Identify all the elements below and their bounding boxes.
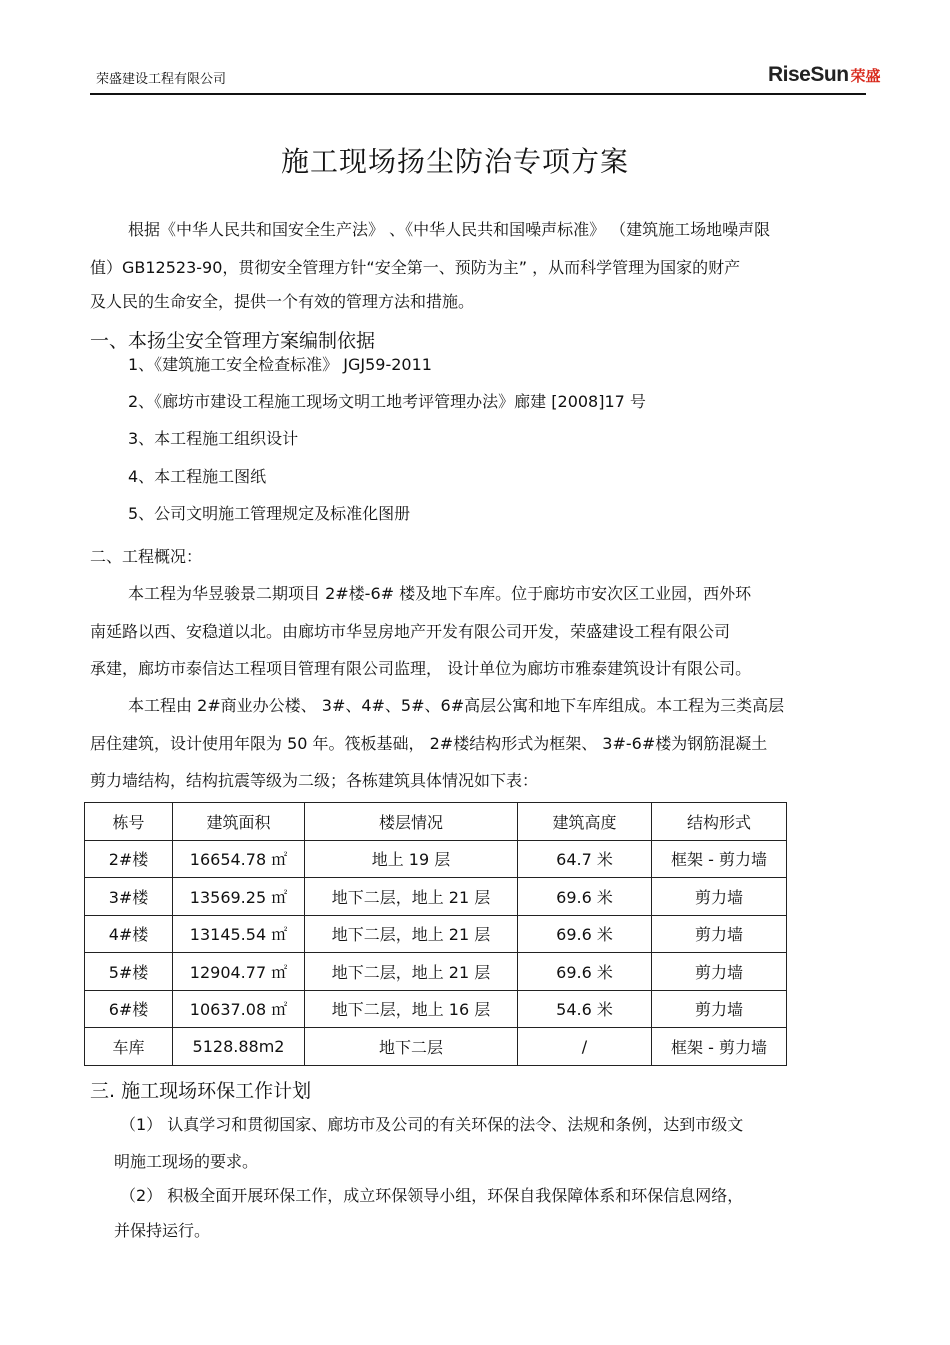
- header-building-no: 栋号: [85, 803, 173, 841]
- cell-floors: 地上 19 层: [305, 840, 518, 878]
- section3-item-line: 明施工现场的要求。: [114, 1152, 259, 1171]
- header-company-name: 荣盛建设工程有限公司: [96, 72, 227, 87]
- cell-floors: 地下二层: [305, 1028, 518, 1066]
- cell-area: 5128.88m2: [173, 1028, 305, 1066]
- intro-line-3: 及人民的生命安全，提供一个有效的管理方法和措施。: [90, 292, 475, 311]
- logo-chinese: 荣盛: [850, 66, 881, 85]
- company-logo: [768, 63, 881, 87]
- document-title: 施工现场扬尘防治专项方案: [280, 145, 629, 178]
- section1-item: 3、本工程施工组织设计: [128, 429, 299, 448]
- section2-para2-line: 剪力墙结构，结构抗震等级为二级；各栋建筑具体情况如下表：: [90, 771, 539, 790]
- table-row: [85, 915, 787, 953]
- cell-building: 车库: [85, 1028, 173, 1066]
- cell-structure: 框架 - 剪力墙: [652, 1028, 787, 1066]
- section2-para1-line: 本工程为华昱骏景二期项目 2#楼-6# 楼及地下车库。位于廊坊市安次区工业园，西外环: [128, 584, 752, 603]
- table-header-row: [85, 803, 787, 841]
- section3-heading: 三. 施工现场环保工作计划: [90, 1080, 312, 1102]
- cell-structure: 剪力墙: [652, 878, 787, 916]
- section2-para1-line: 南延路以西、安稳道以北。由廊坊市华昱房地产开发有限公司开发，荣盛建设工程有限公司: [90, 622, 731, 641]
- cell-structure: 剪力墙: [652, 953, 787, 991]
- section1-item: 2、《廊坊市建设工程施工现场文明工地考评管理办法》廊建 [2008]17 号: [128, 392, 646, 411]
- cell-floors: 地下二层，地上 21 层: [305, 915, 518, 953]
- header-floor-area: 建筑面积: [173, 803, 305, 841]
- cell-building: 3#楼: [85, 878, 173, 916]
- header-height: 建筑高度: [518, 803, 652, 841]
- table-row: [85, 1028, 787, 1066]
- cell-building: 2#楼: [85, 840, 173, 878]
- header-floors: 楼层情况: [305, 803, 518, 841]
- section1-item: 1、《建筑施工安全检查标准》 JGJ59-2011: [128, 355, 432, 374]
- cell-height: /: [518, 1028, 652, 1066]
- cell-area: 16654.78 ㎡: [173, 840, 305, 878]
- header-divider: [90, 93, 866, 95]
- section1-heading: 一、本扬尘安全管理方案编制依据: [90, 330, 376, 352]
- section2-para1-line: 承建，廊坊市泰信达工程项目管理有限公司监理， 设计单位为廊坊市雅泰建筑设计有限公司。: [90, 659, 752, 678]
- cell-height: 69.6 米: [518, 953, 652, 991]
- cell-area: 10637.08 ㎡: [173, 990, 305, 1028]
- cell-building: 4#楼: [85, 915, 173, 953]
- section3-item-line: （1） 认真学习和贯彻国家、廊坊市及公司的有关环保的法令、法规和条例，达到市级文: [120, 1115, 744, 1134]
- table-row: [85, 990, 787, 1028]
- header-structure: 结构形式: [652, 803, 787, 841]
- section3-item-line: （2） 积极全面开展环保工作，成立环保领导小组，环保自我保障体系和环保信息网络，: [120, 1186, 744, 1205]
- cell-structure: 剪力墙: [652, 990, 787, 1028]
- intro-line-1: 根据《中华人民共和国安全生产法》 、《中华人民共和国噪声标准》 （建筑施工场地噪声限: [128, 220, 771, 239]
- cell-floors: 地下二层，地上 21 层: [305, 878, 518, 916]
- intro-line-2: 值）GB12523-90，贯彻安全管理方针“安全第一、预防为主” ，从而科学管理为国家的财产: [90, 258, 741, 277]
- cell-area: 13569.25 ㎡: [173, 878, 305, 916]
- table-row: [85, 840, 787, 878]
- cell-height: 69.6 米: [518, 915, 652, 953]
- building-table: [84, 802, 787, 1066]
- logo-text: RiseSun: [768, 63, 849, 86]
- cell-floors: 地下二层，地上 16 层: [305, 990, 518, 1028]
- section1-item: 5、公司文明施工管理规定及标准化图册: [128, 504, 411, 523]
- section2-heading: 二、工程概况：: [90, 547, 203, 566]
- table-row: [85, 878, 787, 916]
- section1-item: 4、本工程施工图纸: [128, 467, 267, 486]
- cell-area: 12904.77 ㎡: [173, 953, 305, 991]
- cell-area: 13145.54 ㎡: [173, 915, 305, 953]
- cell-floors: 地下二层，地上 21 层: [305, 953, 518, 991]
- cell-structure: 框架 - 剪力墙: [652, 840, 787, 878]
- cell-building: 6#楼: [85, 990, 173, 1028]
- cell-building: 5#楼: [85, 953, 173, 991]
- section3-item-line: 并保持运行。: [114, 1221, 211, 1240]
- cell-structure: 剪力墙: [652, 915, 787, 953]
- section2-para2-line: 本工程由 2#商业办公楼、 3#、4#、5#、6#高层公寓和地下车库组成。本工程为三类高层: [128, 696, 785, 715]
- section2-para2-line: 居住建筑，设计使用年限为 50 年。筏板基础， 2#楼结构形式为框架、 3#-6#楼为钢筋混凝土: [90, 734, 768, 753]
- cell-height: 64.7 米: [518, 840, 652, 878]
- cell-height: 69.6 米: [518, 878, 652, 916]
- cell-height: 54.6 米: [518, 990, 652, 1028]
- table-row: [85, 953, 787, 991]
